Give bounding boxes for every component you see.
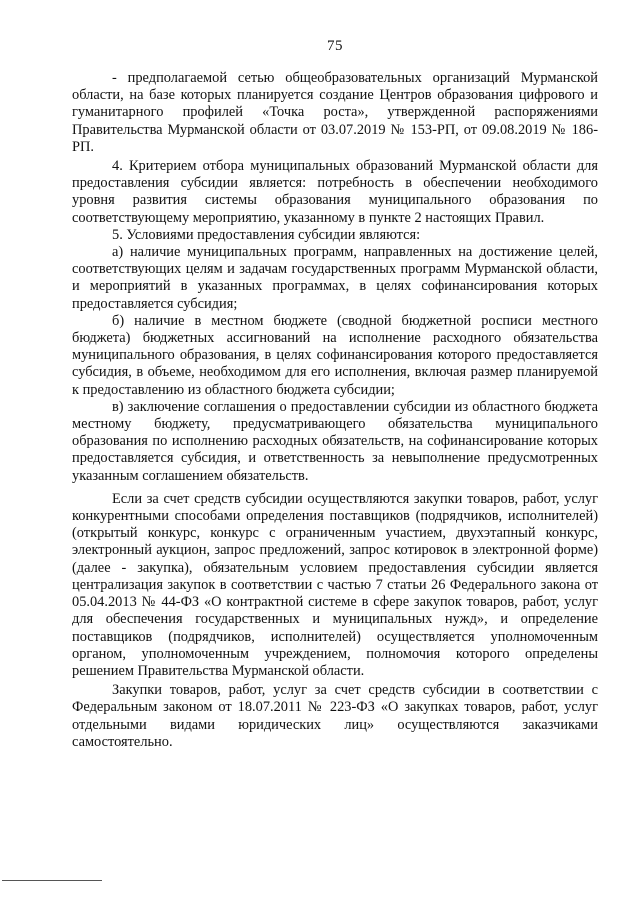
paragraph-condition-b: б) наличие в местном бюджете (сводной бюджетной росписи местного бюджета) бюджетных ассигнований на исполнение расходного обязательства муниципального образования, в целях софинансирования которого предоставляется субсидия, в объеме, необходимом для его исполнения, включая размер планируемой к предоставлению из областного бюджета субсидии; (72, 312, 598, 398)
paragraph-procurement-223fz: Закупки товаров, работ, услуг за счет средств субсидии в соответствии с Федеральным законом от 18.07.2011 № 223-ФЗ «О закупках товаров, работ, услуг отдельными видами юридических лиц» осуществляются заказчиками самостоятельно. (72, 682, 598, 750)
page-number: 75 (327, 38, 343, 54)
footer-rule (2, 880, 102, 881)
paragraph-selection-criterion: 4. Критерием отбора муниципальных образований Мурманской области для предоставления субсидии является: потребность в обеспечении необходимого уровня развития системы образования муниципального образования по соответствующему мероприятию, указанному в пункте 2 настоящих Правил. (72, 158, 598, 226)
paragraph-condition-c: в) заключение соглашения о предоставлении субсидии из областного бюджета местному бюджету, предусматривающего обязательства муниципального образования по исполнению расходных обязательств, на софинансирование которых предоставляется субсидия, и ответственность за невыполнение предусмотренных указанным соглашением обязательств. (72, 398, 598, 484)
paragraph-procurement-centralization: Если за счет средств субсидии осуществляются закупки товаров, работ, услуг конкурентными способами определения поставщиков (подрядчиков, исполнителей) (открытый конкурс, конкурс с ограниченным участием, двухэтапный конкурс, электронный аукцион, запрос предложений, запрос котировок в электронной форме) (далее - закупка), обязательным условием предоставления субсидии является централизация закупок в соответствии с частью 7 статьи 26 Федерального закона от 05.04.2013 № 44-ФЗ «О контрактной системе в сфере закупок товаров, работ, услуг для обеспечения государственных и муниципальных нужд», и определение поставщиков (подрядчиков, исполнителей) осуществляется уполномоченным органом, уполномоченным учреждением, полномочия которого определены решением Правительства Мурманской области. (72, 490, 598, 679)
paragraph-school-network: - предполагаемой сетью общеобразовательных организаций Мурманской области, на базе которых планируется создание Центров образования цифрового и гуманитарного профилей «Точка роста», утвержденной распоряжениями Правительства Мурманской области от 03.07.2019 № 153-РП, от 09.08.2019 № 186-РП. (72, 70, 598, 155)
paragraph-conditions-heading: 5. Условиями предоставления субсидии являются: (112, 226, 421, 243)
document-body (72, 70, 598, 751)
paragraph-condition-a: а) наличие муниципальных программ, направленных на достижение целей, соответствующих целям и задачам государственных программ Мурманской области, и мероприятий в указанных программах, в целях софинансирования которых предоставляется субсидия; (72, 244, 598, 312)
